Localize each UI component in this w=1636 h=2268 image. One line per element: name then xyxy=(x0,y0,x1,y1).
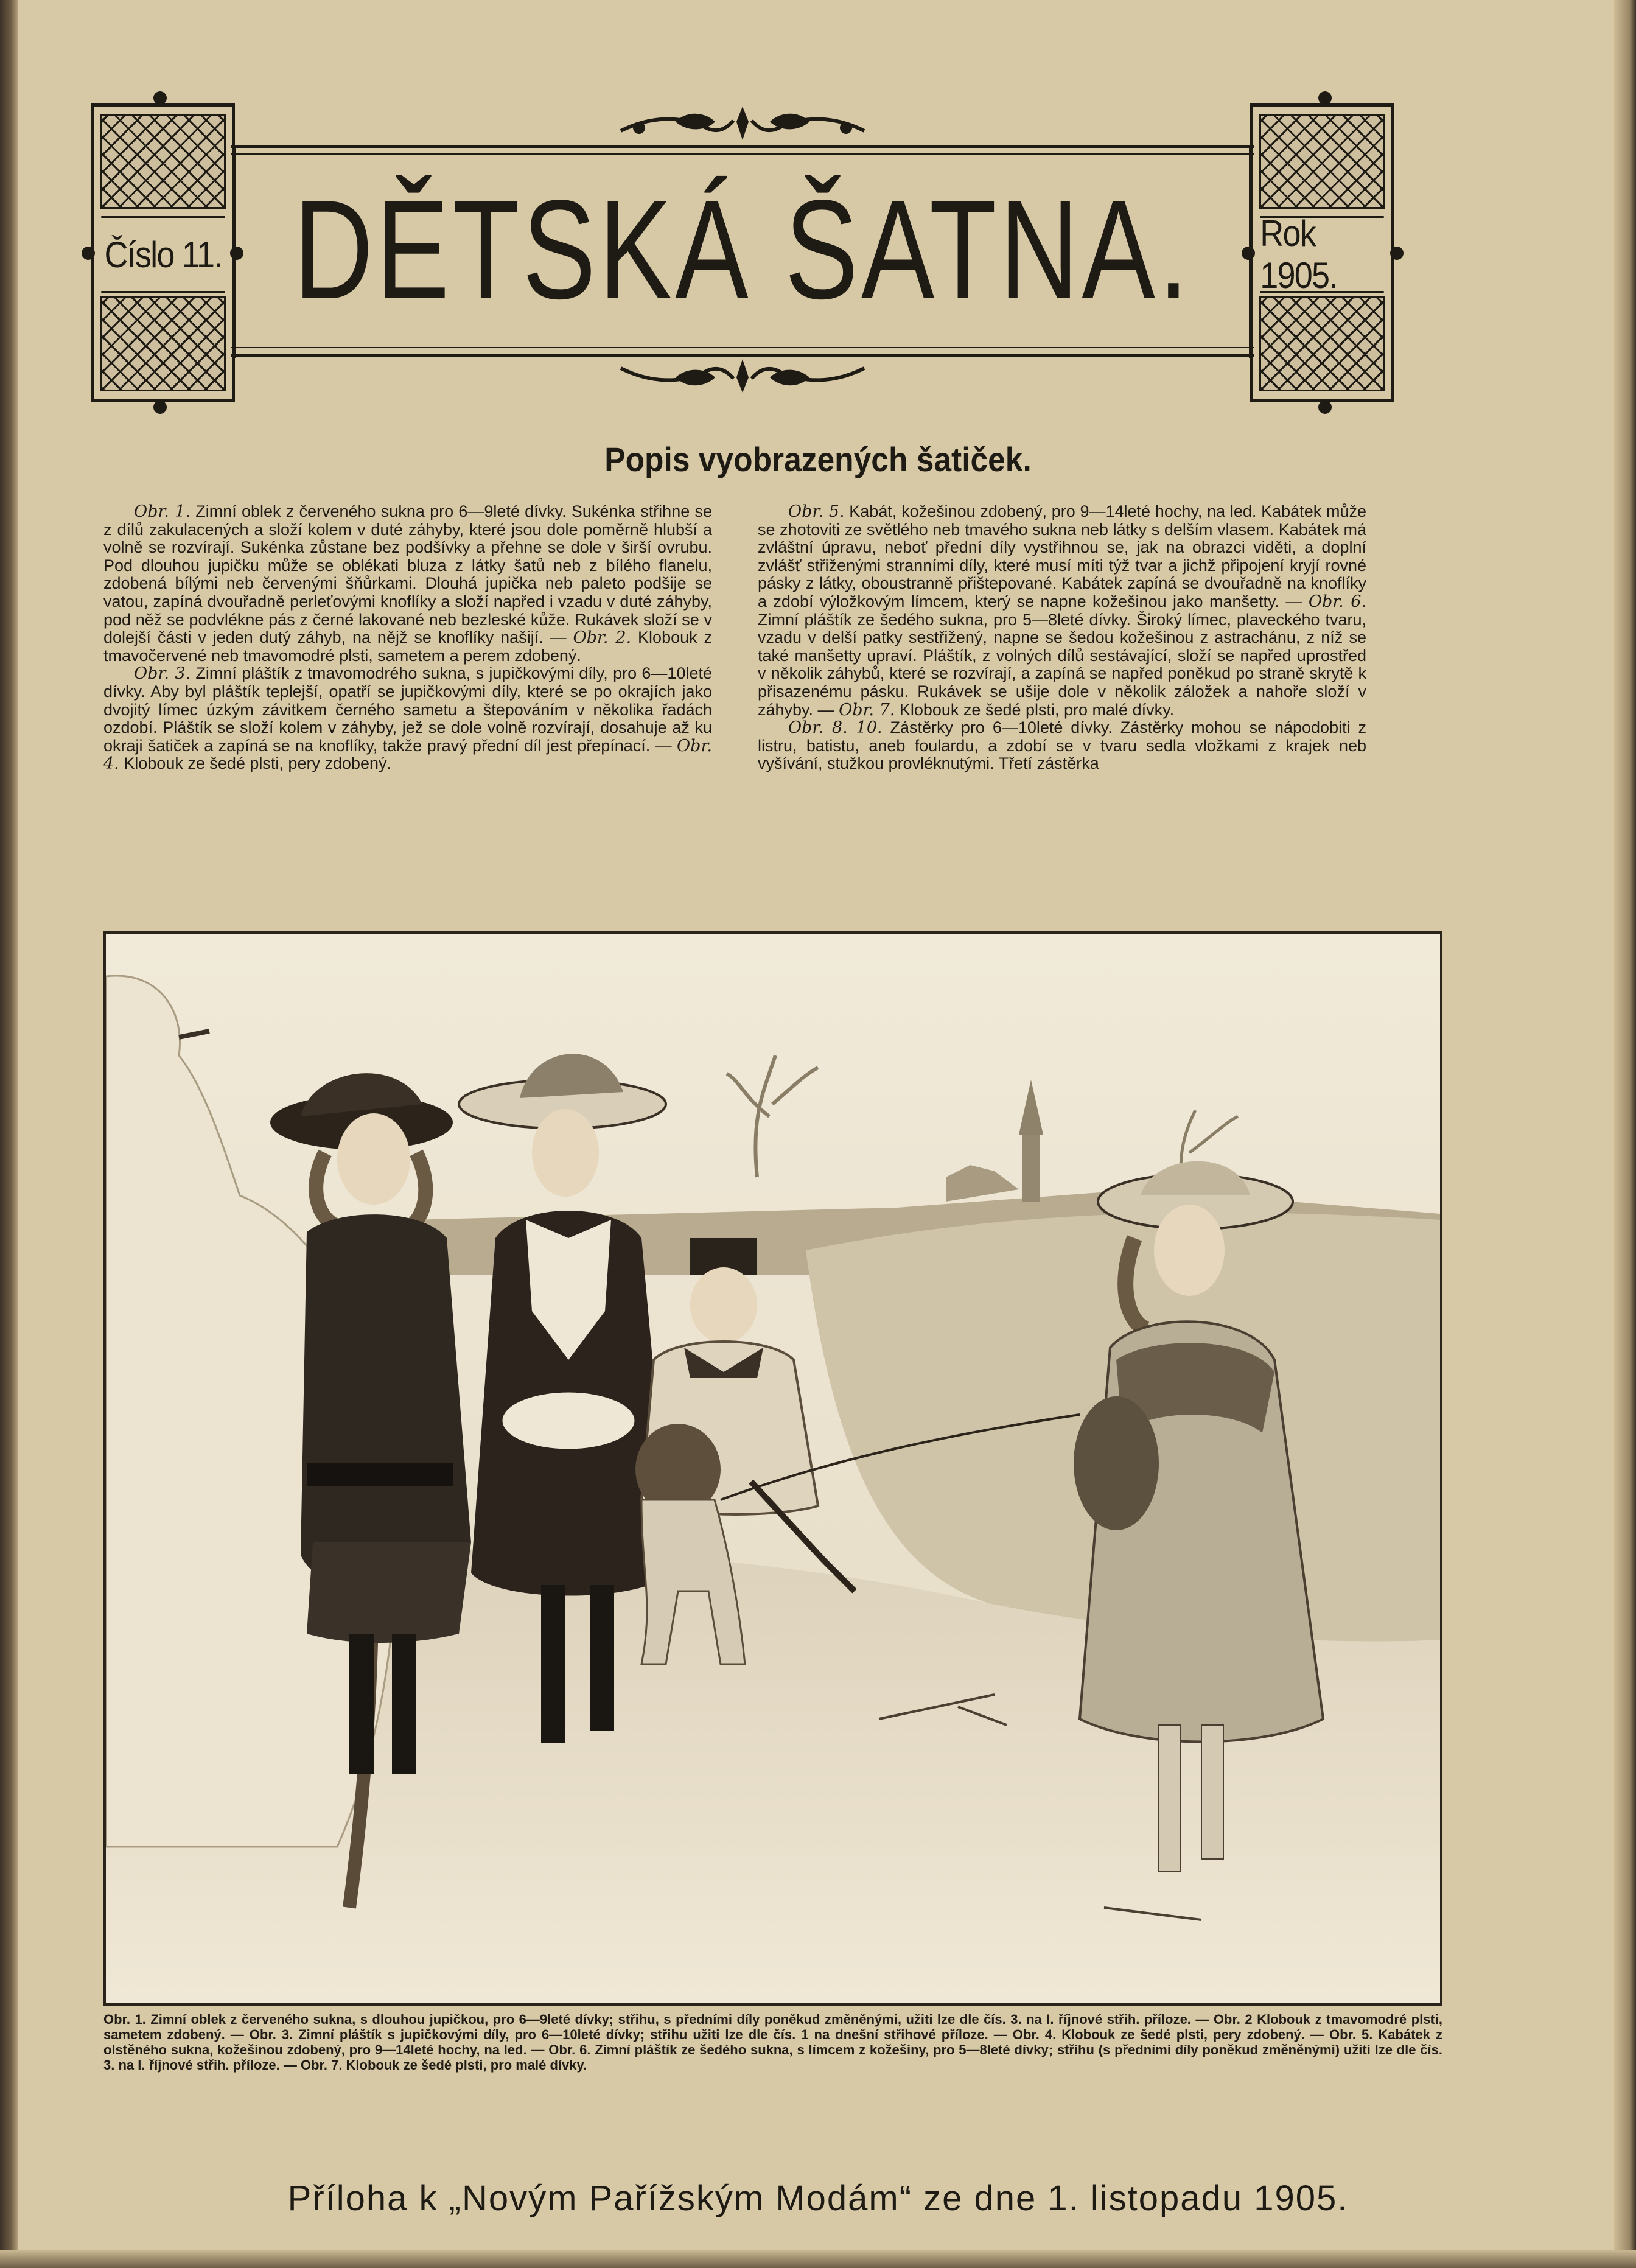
boy-face xyxy=(690,1267,757,1343)
ornament-dot xyxy=(153,401,167,414)
ornament-dot xyxy=(230,247,243,260)
ornament-flourish-bottom xyxy=(615,353,870,396)
girl2-leg xyxy=(590,1585,614,1731)
page-edge-bottom xyxy=(0,2250,1636,2268)
magazine-title: DĚTSKÁ ŠATNA. xyxy=(293,170,1192,329)
paragraph-text: Zimní pláštík ze šedého sukna, pro 5—8leté dívky. Široký límec, plaveckého tvaru, vzadu v delší patky sestřižený, napne se šedou kožešinou z astrachánu, z níž se také manšetty upraví. Pláštík, z volných dílů sestávající, složí se napřed uprostřed v několik záhybů, které se rozvírají, a zapíná se napřed poněkud po straně skrytě k přisazenému pásku. Rukávek se ušije dole v několik záložek a nahoře složí v záhyby. — xyxy=(758,610,1366,719)
binding-edge xyxy=(0,0,18,2268)
girl1-belt xyxy=(307,1463,453,1486)
lattice-ornament xyxy=(100,296,226,391)
ornament-flourish-top xyxy=(615,103,870,146)
figure-ref: Obr. 3. xyxy=(134,664,191,684)
girl1-leg xyxy=(349,1634,374,1774)
girl1-skirt xyxy=(307,1542,471,1643)
winter-scene-drawing xyxy=(106,934,1440,2003)
girl1-coat xyxy=(301,1214,471,1590)
masthead-rule-bottom xyxy=(231,354,1254,357)
girl1-face xyxy=(337,1113,410,1205)
supplement-footer: Příloha k „Novým Pařížským Modám“ ze dne 1. listopadu 1905. xyxy=(287,2179,1349,2218)
paragraph-text: Zimní pláštík z tmavomodrého sukna, s jupičkovými díly, pro 6—10leté dívky. Aby byl pláštík teplejší, opatří se jupičkovými díly, které se po okrajích jako dvojitý límec úzkým závitkem černého sametu a štepováním v několika řadách ozdobí. Pláštík se složí kolem v záhyby, jež se dole volně rozvírají, dosahuje až ku okraji šatiček a zapíná se na knoflíky, takže pravý přední díl jest přepínací. — xyxy=(103,664,712,755)
ornament-dot xyxy=(1318,91,1332,105)
masthead-rule-top xyxy=(231,145,1254,148)
issue-box xyxy=(91,103,235,402)
church-tower xyxy=(1022,1135,1040,1202)
figure-ref: Obr. 1. xyxy=(134,502,191,521)
lattice-ornament xyxy=(1259,114,1385,209)
masthead xyxy=(85,91,1400,408)
figure-ref: Obr. 4. xyxy=(103,736,712,774)
page-edge-right xyxy=(1614,0,1636,2268)
text-column-left xyxy=(103,503,712,773)
figure-ref: Obr. 8. 10. xyxy=(788,718,883,738)
ornament-dot xyxy=(82,247,95,260)
figure-ref: Obr. 5. xyxy=(788,502,845,521)
figure-ref: Obr. 6. xyxy=(1308,592,1367,611)
paragraph xyxy=(758,503,1366,719)
issue-number: Číslo 11. xyxy=(101,216,225,293)
paragraph-text: Zimní oblek z červeného sukna pro 6—9leté dívky. Sukénka střihne se z dílů zakulacených a složí kolem v duté záhyby, které jsou dole poměrně hlubší a volně se rozvírají. Sukénka zůstane bez podšívky a přehne se dole v širší ovrubu. Pod dlouhou jupičku může se oblékati bluza z látky šatů neb z bílého flanelu, zdobená bílými neb červenými šňůrkami. Dlouhá jupička neb paleto podšije se vatou, zapíná dvouřadně perleťovými knoflíky a složí napřed i vzadu v duté záhyby, pod něž se podvlékne pás z černé lakované neb bezleské kůže. Rukávek složí se v dolejší části v jeden dutý záhyb, na nějž se knoflíky našijí. — xyxy=(103,502,712,647)
paragraph-text: Zástěrky pro 6—10leté dívky. Zástěrky mohou se nápodobiti z listru, batistu, aneb foulardu, a zdobí se v tvaru sedla vložkami z krajek neb vyšívání, stužkou provléknutými. Třetí zástěrka xyxy=(758,718,1366,773)
paragraph-text: Klobouk ze šedé plsti, pery zdobený. xyxy=(119,754,392,773)
girl3-face xyxy=(1154,1205,1225,1296)
illustration-caption: Obr. 1. Zimní oblek z červeného sukna, s dlouhou jupičkou, pro 6—9leté dívky; střihu, s předními díly poněkud změněnými, užiti lze dle čís. 3. na I. říjnové střih. příloze. — Obr. 2 Klobouk z tmavomodré plsti, sametem zdobený. — Obr. 3. Zimní pláštík s jupičkovými díly, pro 6—10leté dívky; střihu užiti lze dle čís. 1 na dnešní střihové příloze. — Obr. 4. Klobouk ze šedé plsti, pery zdobený. — Obr. 5. Kabátek z olstěného sukna, kožešinou zdobený, pro 9—14leté hochy, na led. — Obr. 6. Zimní pláštík ze šedého sukna, s límcem z kožešiny, pro 5—8leté dívky; střihu (s předními díly poněkud změněnými) užiti lze dle čís. 3. na I. říjnové střih. příloze. — Obr. 7. Klobouk ze šedé plsti, pro malé dívky. xyxy=(103,2012,1442,2073)
year-box xyxy=(1250,103,1394,402)
lattice-ornament xyxy=(100,114,226,209)
girl3-leg xyxy=(1201,1725,1223,1859)
paragraph xyxy=(758,719,1366,773)
article-heading: Popis vyobrazených šatiček. xyxy=(604,440,1032,478)
paragraph-text: Kabát, kožešinou zdobený, pro 9—14leté hochy, na led. Kabátek může se zhotoviti ze světlého neb tmavého sukna neb látky s delším vlasem. Kabátek má zvláštní úpravu, neboť přední díly vystřihnou se, jak na obrazci viděti, a doplní zvlášť střiženými stranními díly, které musí míti týž tvar a jichž připojení kryjí rovné pásky z látky, oboustranně přištepované. Kabátek zapíná se dvouřadně na knoflíky a zdobí výložkovým límcem, který se napne kožešinou jako manšetty. — xyxy=(758,502,1366,611)
year-label: Rok 1905. xyxy=(1260,216,1383,293)
girl2-leg xyxy=(541,1585,565,1743)
fashion-illustration xyxy=(103,931,1442,2006)
girl2-face xyxy=(532,1109,599,1197)
paragraph xyxy=(103,503,712,665)
girl3-leg xyxy=(1159,1725,1181,1871)
paragraph-text: Klobouk z tmavočervené neb tmavomodré plsti, sametem a perem zdobený. xyxy=(103,628,712,665)
ornament-dot xyxy=(153,91,167,105)
text-column-right xyxy=(758,503,1366,773)
paragraph xyxy=(103,665,712,773)
masthead-rule-top-thin xyxy=(231,153,1254,155)
ornament-dot xyxy=(1242,247,1255,260)
lattice-ornament xyxy=(1259,296,1385,391)
girl3-fur-muff xyxy=(1074,1396,1159,1530)
girl1-leg xyxy=(392,1634,416,1774)
girl2-muff xyxy=(502,1391,635,1450)
masthead-rule-bottom-thin xyxy=(231,347,1254,348)
figure-ref: Obr. 7. xyxy=(839,700,895,719)
ornament-dot xyxy=(1390,247,1404,260)
figure-ref: Obr. 2. xyxy=(573,628,632,648)
paragraph-text: Klobouk ze šedé plsti, pro malé dívky. xyxy=(895,700,1175,719)
ornament-dot xyxy=(1318,401,1332,414)
